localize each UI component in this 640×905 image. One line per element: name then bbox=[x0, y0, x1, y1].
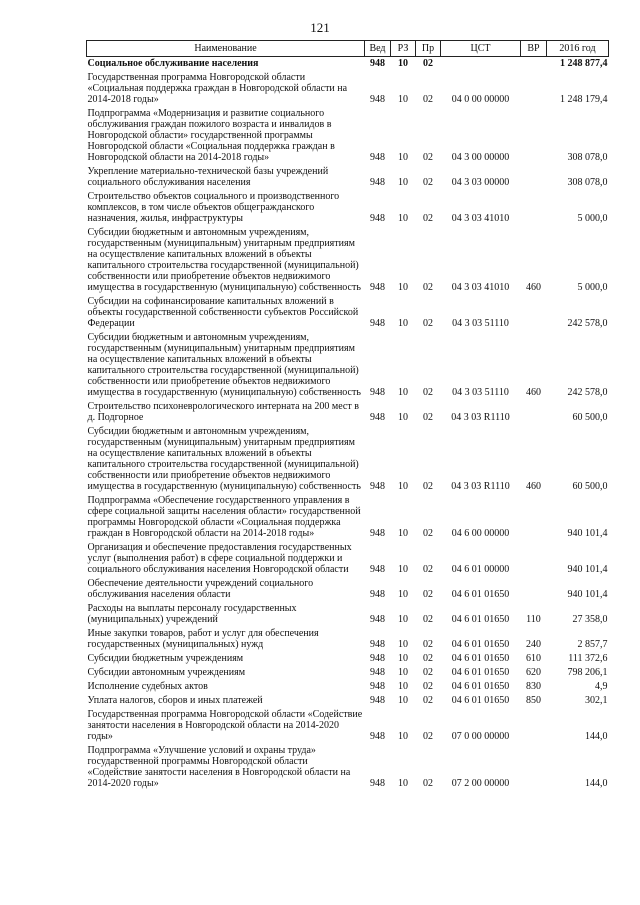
row-ved: 948 bbox=[370, 412, 385, 423]
header-cst: ЦСТ bbox=[441, 41, 521, 57]
table-row bbox=[87, 652, 609, 666]
row-vr bbox=[521, 400, 547, 425]
table-row bbox=[87, 680, 609, 694]
row-vr: 620 bbox=[526, 667, 541, 678]
row-name: Субсидии бюджетным и автономным учреждениям, государственным (муниципальным) унитарным предприятиям на осуществление капитальных вложений в объекты капитального строительства государственной (муниципальной) собственности или приобретение объектов недвижимого имущества в государственную (муниципальную) собственность bbox=[87, 332, 361, 398]
row-pr: 02 bbox=[423, 695, 433, 706]
row-sum: 302,1 bbox=[585, 695, 608, 706]
row-pr: 02 bbox=[423, 152, 433, 163]
row-name: Расходы на выплаты персоналу государственных (муниципальных) учреждений bbox=[87, 603, 297, 625]
row-ved: 948 bbox=[370, 695, 385, 706]
row-ved: 948 bbox=[370, 639, 385, 650]
row-vr bbox=[521, 57, 547, 72]
row-vr bbox=[521, 71, 547, 107]
row-sum: 111 372,6 bbox=[568, 653, 608, 664]
row-pr: 02 bbox=[423, 282, 433, 293]
row-rz: 10 bbox=[398, 58, 408, 69]
row-rz: 10 bbox=[398, 589, 408, 600]
row-name: Субсидии на софинансирование капитальных вложений в объекты государственной собственности субъектов Российской Федерации bbox=[87, 296, 359, 329]
table-row bbox=[87, 694, 609, 708]
row-name: Подпрограмма «Модернизация и развитие социального обслуживания граждан пожилого возраста и инвалидов в Новгородской области» государственной программы Новгородской области «Социальная поддержка граждан в Новгородской области на 2014-2018 годы» bbox=[87, 108, 335, 163]
row-ved: 948 bbox=[370, 528, 385, 539]
table-header-row bbox=[87, 41, 609, 57]
row-ved: 948 bbox=[370, 318, 385, 329]
row-sum: 5 000,0 bbox=[577, 213, 608, 224]
row-pr: 02 bbox=[423, 387, 433, 398]
row-sum: 2 857,7 bbox=[577, 639, 608, 650]
row-sum: 1 248 179,4 bbox=[560, 94, 608, 105]
table-row bbox=[87, 57, 609, 72]
row-pr: 02 bbox=[423, 681, 433, 692]
row-sum: 60 500,0 bbox=[572, 412, 608, 423]
row-sum: 242 578,0 bbox=[567, 318, 608, 329]
table-row bbox=[87, 708, 609, 744]
row-rz: 10 bbox=[398, 387, 408, 398]
row-name: Подпрограмма «Обеспечение государственного управления в сфере социальной защиты населения области» государственной программы Новгородской области «Социальная поддержка граждан в Новгородской области на 2014-2018 годы» bbox=[87, 495, 361, 539]
header-vr: ВР bbox=[521, 41, 547, 57]
row-vr bbox=[521, 708, 547, 744]
header-rz: РЗ bbox=[391, 41, 416, 57]
table-row bbox=[87, 541, 609, 577]
row-ved: 948 bbox=[370, 94, 385, 105]
table-row bbox=[87, 666, 609, 680]
row-pr: 02 bbox=[423, 528, 433, 539]
row-rz: 10 bbox=[398, 778, 408, 789]
row-cst: 04 3 03 R1110 bbox=[451, 481, 510, 492]
row-cst bbox=[441, 57, 521, 72]
row-rz: 10 bbox=[398, 412, 408, 423]
row-cst: 04 6 01 01650 bbox=[451, 614, 510, 625]
row-vr: 110 bbox=[526, 614, 541, 625]
row-pr: 02 bbox=[423, 318, 433, 329]
table-row bbox=[87, 425, 609, 494]
row-cst: 04 6 01 01650 bbox=[451, 639, 510, 650]
row-sum: 5 000,0 bbox=[577, 282, 608, 293]
row-cst: 04 3 03 41010 bbox=[451, 282, 510, 293]
row-vr bbox=[521, 190, 547, 226]
row-rz: 10 bbox=[398, 731, 408, 742]
table-row bbox=[87, 627, 609, 652]
row-ved: 948 bbox=[370, 614, 385, 625]
row-pr: 02 bbox=[423, 614, 433, 625]
row-rz: 10 bbox=[398, 94, 408, 105]
page-number: 121 bbox=[310, 20, 330, 35]
row-vr bbox=[521, 165, 547, 190]
header-ved: Вед bbox=[365, 41, 391, 57]
row-vr bbox=[521, 107, 547, 165]
table-row bbox=[87, 602, 609, 627]
row-ved: 948 bbox=[370, 667, 385, 678]
row-ved: 948 bbox=[370, 731, 385, 742]
row-name: Исполнение судебных актов bbox=[87, 681, 208, 692]
row-rz: 10 bbox=[398, 564, 408, 575]
row-vr bbox=[521, 744, 547, 791]
row-name: Уплата налогов, сборов и иных платежей bbox=[87, 695, 263, 706]
table-row bbox=[87, 107, 609, 165]
row-cst: 04 3 03 R1110 bbox=[451, 412, 510, 423]
row-vr bbox=[521, 541, 547, 577]
row-name: Организация и обеспечение предоставления государственных услуг (выполнения работ) в сфере социальной поддержки и социального обслуживания населения Новгородской области bbox=[87, 542, 352, 575]
row-vr: 850 bbox=[526, 695, 541, 706]
row-vr: 460 bbox=[526, 387, 541, 398]
row-ved: 948 bbox=[370, 564, 385, 575]
row-vr bbox=[521, 577, 547, 602]
row-sum: 940 101,4 bbox=[567, 528, 608, 539]
row-cst: 07 2 00 00000 bbox=[451, 778, 510, 789]
table-row bbox=[87, 165, 609, 190]
row-pr: 02 bbox=[423, 778, 433, 789]
row-cst: 04 6 01 01650 bbox=[451, 667, 510, 678]
row-sum: 308 078,0 bbox=[567, 177, 608, 188]
row-name: Государственная программа Новгородской области «Социальная поддержка граждан в Новгородской области на 2014-2018 годы» bbox=[87, 72, 348, 105]
row-name: Обеспечение деятельности учреждений социального обслуживания населения области bbox=[87, 578, 314, 600]
row-sum: 4,9 bbox=[595, 681, 608, 692]
header-name: Наименование bbox=[87, 41, 365, 57]
row-sum: 60 500,0 bbox=[572, 481, 608, 492]
row-vr: 460 bbox=[526, 481, 541, 492]
row-name: Строительство психоневрологического интерната на 200 мест в д. Подгорное bbox=[87, 401, 359, 423]
table-row bbox=[87, 744, 609, 791]
table-row bbox=[87, 400, 609, 425]
row-vr: 240 bbox=[526, 639, 541, 650]
row-ved: 948 bbox=[370, 653, 385, 664]
row-name: Субсидии автономным учреждениям bbox=[87, 667, 246, 678]
row-name: Строительство объектов социального и производственного комплексов, в том числе объектов общегражданского назначения, жилья, инфраструктуры bbox=[87, 191, 340, 224]
row-pr: 02 bbox=[423, 639, 433, 650]
row-name: Субсидии бюджетным и автономным учреждениям, государственным (муниципальным) унитарным предприятиям на осуществление капитальных вложений в объекты капитального строительства государственной (муниципальной) собственности или приобретение объектов недвижимого имущества в государственную (муниципальную) собственность bbox=[87, 426, 361, 492]
row-sum: 27 358,0 bbox=[572, 614, 608, 625]
row-rz: 10 bbox=[398, 213, 408, 224]
table-row bbox=[87, 331, 609, 400]
row-cst: 04 6 01 01650 bbox=[451, 695, 510, 706]
row-ved: 948 bbox=[370, 58, 385, 69]
row-ved: 948 bbox=[370, 589, 385, 600]
row-vr: 460 bbox=[526, 282, 541, 293]
row-rz: 10 bbox=[398, 152, 408, 163]
row-rz: 10 bbox=[398, 177, 408, 188]
row-rz: 10 bbox=[398, 481, 408, 492]
row-ved: 948 bbox=[370, 213, 385, 224]
row-cst: 04 6 01 00000 bbox=[451, 564, 510, 575]
row-vr: 830 bbox=[526, 681, 541, 692]
table-row bbox=[87, 295, 609, 331]
row-ved: 948 bbox=[370, 778, 385, 789]
row-rz: 10 bbox=[398, 282, 408, 293]
row-cst: 04 6 00 00000 bbox=[451, 528, 510, 539]
row-ved: 948 bbox=[370, 152, 385, 163]
table-row bbox=[87, 71, 609, 107]
row-ved: 948 bbox=[370, 282, 385, 293]
row-cst: 04 3 03 51110 bbox=[452, 318, 509, 329]
table-row bbox=[87, 226, 609, 295]
row-cst: 04 3 03 51110 bbox=[452, 387, 509, 398]
row-rz: 10 bbox=[398, 681, 408, 692]
row-pr: 02 bbox=[423, 481, 433, 492]
row-ved: 948 bbox=[370, 681, 385, 692]
row-sum: 798 206,1 bbox=[567, 667, 608, 678]
table-body bbox=[87, 57, 609, 792]
row-pr: 02 bbox=[423, 177, 433, 188]
row-name: Иные закупки товаров, работ и услуг для обеспечения государственных (муниципальных) нужд bbox=[87, 628, 319, 650]
row-pr: 02 bbox=[423, 667, 433, 678]
row-rz: 10 bbox=[398, 695, 408, 706]
row-pr: 02 bbox=[423, 731, 433, 742]
row-cst: 04 6 01 01650 bbox=[451, 653, 510, 664]
row-name: Подпрограмма «Улучшение условий и охраны труда» государственной программы Новгородской области «Содействие занятости населения в Новгородской области на 2014-2020 годы» bbox=[87, 745, 351, 789]
row-rz: 10 bbox=[398, 318, 408, 329]
row-vr bbox=[521, 494, 547, 541]
row-vr bbox=[521, 295, 547, 331]
row-cst: 04 3 03 00000 bbox=[451, 177, 510, 188]
row-rz: 10 bbox=[398, 614, 408, 625]
row-pr: 02 bbox=[423, 653, 433, 664]
row-rz: 10 bbox=[398, 667, 408, 678]
table-row bbox=[87, 577, 609, 602]
row-name: Субсидии бюджетным учреждениям bbox=[87, 653, 244, 664]
table-row bbox=[87, 494, 609, 541]
row-sum: 144,0 bbox=[585, 778, 608, 789]
row-rz: 10 bbox=[398, 639, 408, 650]
row-name: Укрепление материально-технической базы учреждений социального обслуживания населения bbox=[87, 166, 329, 188]
row-pr: 02 bbox=[423, 94, 433, 105]
row-ved: 948 bbox=[370, 177, 385, 188]
row-sum: 940 101,4 bbox=[567, 589, 608, 600]
row-sum: 242 578,0 bbox=[567, 387, 608, 398]
row-sum: 1 248 877,4 bbox=[560, 58, 608, 69]
budget-table bbox=[86, 40, 609, 791]
row-cst: 04 3 03 41010 bbox=[451, 213, 510, 224]
header-sum: 2016 год bbox=[547, 41, 609, 57]
row-pr: 02 bbox=[423, 589, 433, 600]
row-sum: 308 078,0 bbox=[567, 152, 608, 163]
row-pr: 02 bbox=[423, 213, 433, 224]
row-cst: 04 3 00 00000 bbox=[451, 152, 510, 163]
row-rz: 10 bbox=[398, 528, 408, 539]
row-pr: 02 bbox=[423, 412, 433, 423]
header-pr: Пр bbox=[416, 41, 441, 57]
row-pr: 02 bbox=[423, 564, 433, 575]
row-name: Социальное обслуживание населения bbox=[87, 58, 259, 69]
row-name: Государственная программа Новгородской области «Содействие занятости населения в Новгородской области на 2014-2020 годы» bbox=[87, 709, 363, 742]
row-cst: 04 6 01 01650 bbox=[451, 589, 510, 600]
row-rz: 10 bbox=[398, 653, 408, 664]
row-name: Субсидии бюджетным и автономным учреждениям, государственным (муниципальным) унитарным предприятиям на осуществление капитальных вложений в объекты капитального строительства государственной (муниципальной) собственности или приобретение объектов недвижимого имущества в государственную (муниципальную) собственность bbox=[87, 227, 361, 293]
row-sum: 144,0 bbox=[585, 731, 608, 742]
row-cst: 07 0 00 00000 bbox=[451, 731, 510, 742]
table-row bbox=[87, 190, 609, 226]
row-cst: 04 6 01 01650 bbox=[451, 681, 510, 692]
row-pr: 02 bbox=[423, 58, 433, 69]
row-sum: 940 101,4 bbox=[567, 564, 608, 575]
row-ved: 948 bbox=[370, 387, 385, 398]
row-ved: 948 bbox=[370, 481, 385, 492]
row-vr: 610 bbox=[526, 653, 541, 664]
row-cst: 04 0 00 00000 bbox=[451, 94, 510, 105]
